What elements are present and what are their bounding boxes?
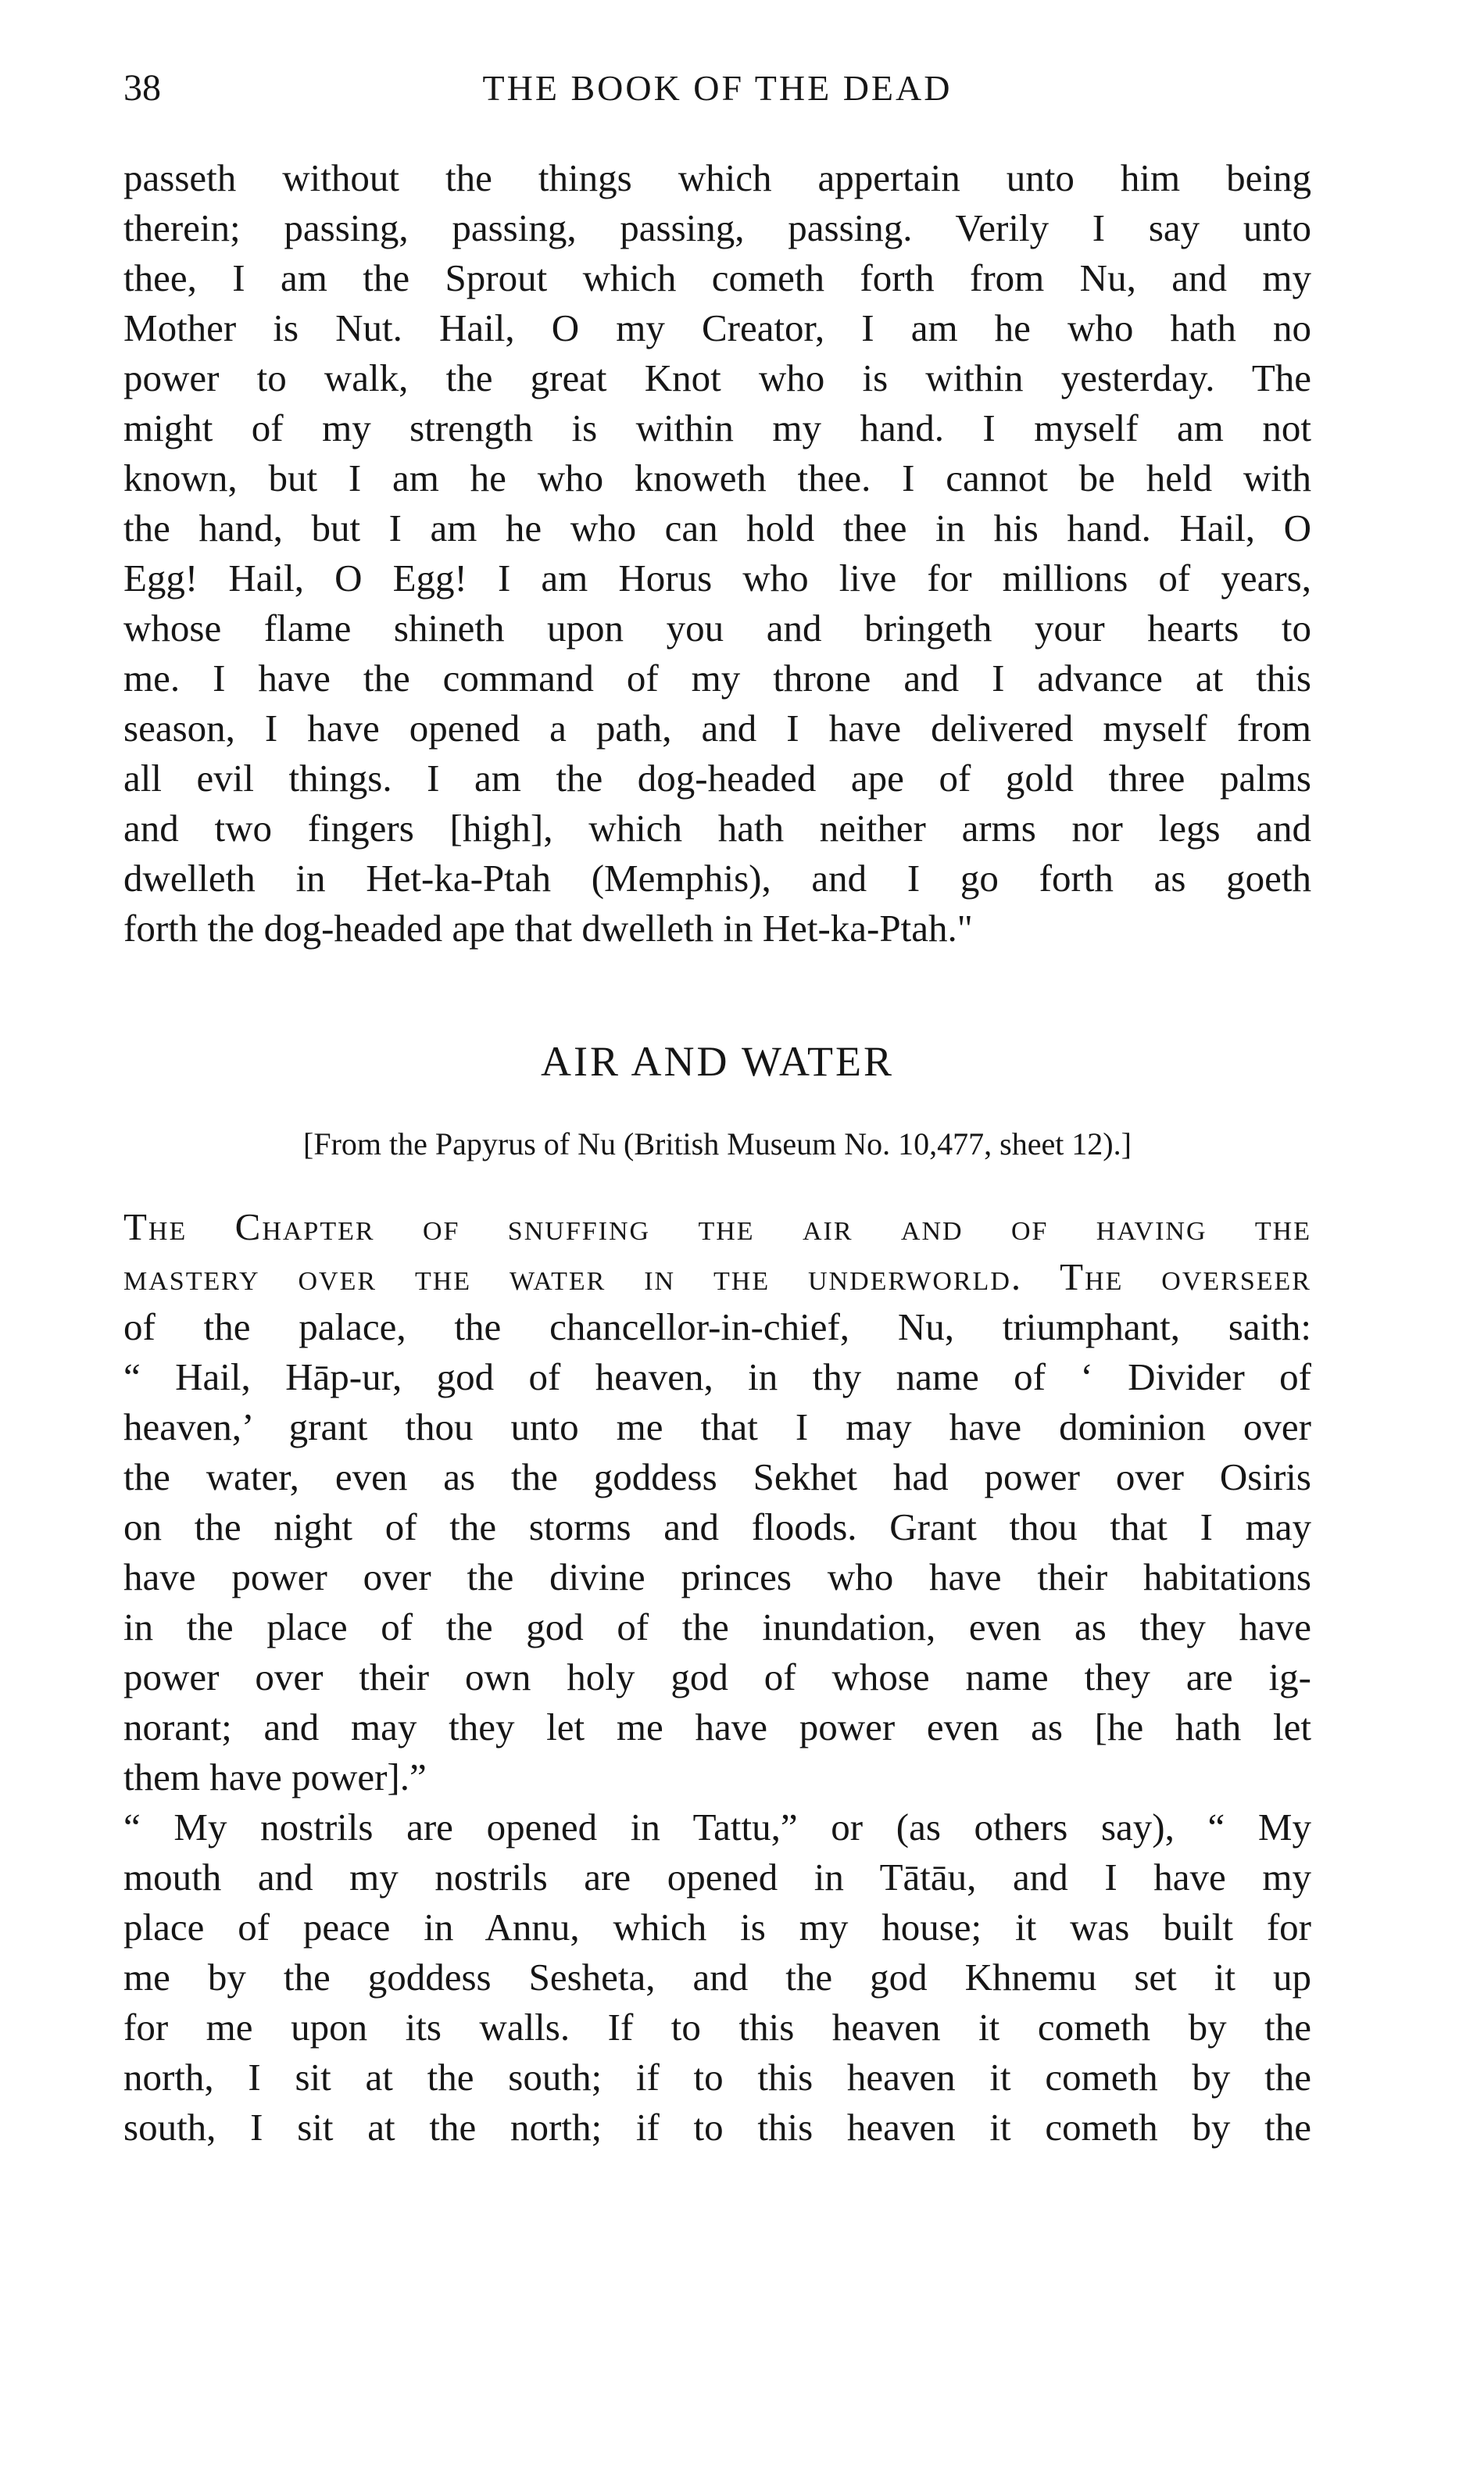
text-line: and two fingers [high], which hath neither arms nor legs and (123, 807, 1311, 850)
text-line: whose flame shineth upon you and bringeth your hearts to (123, 607, 1311, 650)
running-head (123, 61, 1311, 116)
text-line: me by the goddess Sesheta, and the god Khnemu set it up (123, 1956, 1311, 1999)
text-line: known, but I am he who knoweth thee. I cannot be held with (123, 456, 1311, 499)
chapter-heading-line: mastery over the water in the underworld. The overseer (123, 1255, 1311, 1298)
text-line: therein; passing, passing, passing, passing. Verily I say unto (123, 206, 1311, 249)
text-line: power to walk, the great Knot who is within yesterday. The (123, 356, 1311, 399)
text-line: have power over the divine princes who have their habitations (123, 1555, 1311, 1598)
text-line: Mother is Nut. Hail, O my Creator, I am he who hath no (123, 306, 1311, 349)
source-note: [From the Papyrus of Nu (British Museum No. 10,477, sheet 12).] (303, 1126, 1132, 1161)
text-line: them have power].” (123, 1756, 427, 1798)
text-line: dwelleth in Het-ka-Ptah (Memphis), and I go forth as goeth (123, 857, 1311, 900)
text-line: “ Hail, Hāp-ur, god of heaven, in thy name of ‘ Divider of (123, 1355, 1311, 1398)
text-line: in the place of the god of the inundation, even as they have (123, 1605, 1311, 1648)
text-line: thee, I am the Sprout which cometh forth from Nu, and my (123, 256, 1311, 299)
text-line: the water, even as the goddess Sekhet had power over Osiris (123, 1455, 1311, 1498)
book-title: THE BOOK OF THE DEAD (482, 68, 953, 108)
text-line: of the palace, the chancellor-in-chief, Nu, triumphant, saith: (123, 1305, 1311, 1348)
text-line: place of peace in Annu, which is my house; it was built for (123, 1906, 1311, 1949)
text-line: mouth and my nostrils are opened in Tātāu, and I have my (123, 1856, 1311, 1899)
chapter-continuation-text (123, 153, 1311, 954)
text-line: north, I sit at the south; if to this heaven it cometh by the (123, 2056, 1311, 2099)
text-line: season, I have opened a path, and I have delivered myself from (123, 707, 1311, 750)
text-line: south, I sit at the north; if to this heaven it cometh by the (123, 2106, 1311, 2149)
text-line: me. I have the command of my throne and I advance at this (123, 657, 1311, 700)
text-line: for me upon its walls. If to this heaven it cometh by the (123, 2006, 1311, 2049)
text-line: might of my strength is within my hand. I myself am not (123, 406, 1311, 449)
chapter-body-text (123, 1202, 1311, 2153)
text-line: power over their own holy god of whose name they are ig- (123, 1655, 1311, 1698)
text-line: all evil things. I am the dog-headed ape of gold three palms (123, 757, 1311, 800)
text-line: forth the dog-headed ape that dwelleth in Het-ka-Ptah." (123, 907, 973, 950)
text-line: the hand, but I am he who can hold thee in his hand. Hail, O (123, 506, 1311, 549)
section-title: AIR AND WATER (540, 1038, 894, 1085)
chapter-heading-line: The Chapter of snuffing the air and of having the (123, 1205, 1311, 1248)
text-line: “ My nostrils are opened in Tattu,” or (as others say), “ My (123, 1806, 1311, 1849)
text-line: on the night of the storms and floods. Grant thou that I may (123, 1505, 1311, 1548)
text-line: passeth without the things which appertain unto him being (123, 156, 1311, 199)
page-number: 38 (123, 67, 161, 109)
text-line: norant; and may they let me have power even as [he hath let (123, 1705, 1311, 1748)
text-line: Egg! Hail, O Egg! I am Horus who live for millions of years, (123, 557, 1311, 599)
text-line: heaven,’ grant thou unto me that I may have dominion over (123, 1405, 1311, 1448)
